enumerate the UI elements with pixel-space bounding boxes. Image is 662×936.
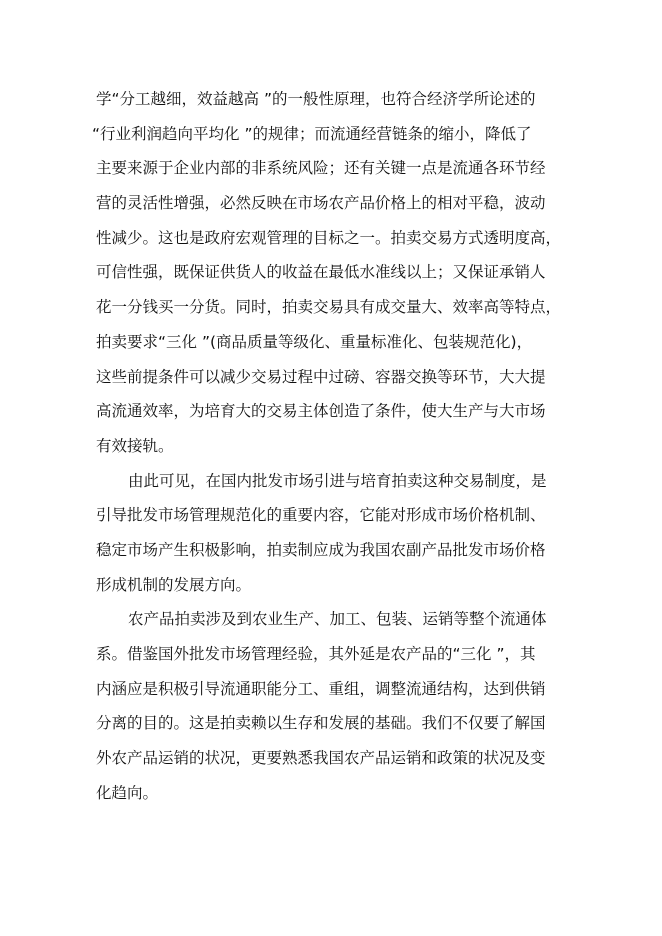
text-line: 引导批发市场管理规范化的重要内容，它能对形成市场价格机制、 — [96, 506, 546, 525]
paragraph — [96, 469, 576, 608]
text-line: 拍卖要求“三化 ”(商品质量等级化、重量标准化、包装规范化)， — [96, 332, 533, 351]
text-line: 高流通效率，为培育大的交易主体创造了条件，使大生产与大市场 — [96, 402, 546, 421]
text-line: 系。借鉴国外批发市场管理经验，其外延是农产品的“三化 ”，其 — [96, 645, 536, 663]
text-line: 可信性强，既保证供货人的收益在最低水准线以上；又保证承销人 — [96, 263, 546, 282]
text-line: 分离的目的。这是拍卖赖以生存和发展的基础。我们不仅要了解国 — [96, 714, 546, 733]
text-line: 学“分工越细，效益越高 ”的一般性原理，也符合经济学所论述的 — [96, 90, 536, 108]
text-line: 营的灵活性增强，必然反映在市场农产品价格上的相对平稳，波动 — [96, 194, 546, 213]
paragraph — [92, 87, 576, 469]
text-line: 化趋向。 — [96, 783, 159, 802]
text-line: 性减少。这也是政府宏观管理的目标之一。拍卖交易方式透明度高， — [96, 228, 562, 247]
text-line: 农产品拍卖涉及到农业生产、加工、包装、运销等整个流通体 — [128, 610, 547, 629]
body-text — [92, 87, 576, 815]
text-line: 花一分钱买一分货。同时，拍卖交易具有成交量大、效率高等特点， — [96, 298, 562, 317]
text-line: 形成机制的发展方向。 — [96, 575, 252, 594]
text-line: 有效接轨。 — [96, 436, 174, 455]
text-line: 稳定市场产生积极影响，拍卖制应成为我国农副产品批发市场价格 — [96, 540, 546, 559]
text-line: 外农产品运销的状况，更要熟悉我国农产品运销和政策的状况及变 — [96, 749, 546, 768]
text-line: “行业利润趋向平均化 ”的规律；而流通经营链条的缩小，降低了 — [92, 124, 532, 143]
text-line: 内涵应是积极引导流通职能分工、重组，调整流通结构，达到供销 — [96, 679, 546, 698]
text-line: 由此可见，在国内批发市场引进与培育拍卖这种交易制度，是 — [128, 471, 547, 490]
paragraph — [96, 607, 576, 815]
text-line: 这些前提条件可以减少交易过程中过磅、容器交换等环节，大大提 — [96, 367, 546, 386]
text-line: 主要来源于企业内部的非系统风险；还有关键一点是流通各环节经 — [96, 159, 546, 178]
